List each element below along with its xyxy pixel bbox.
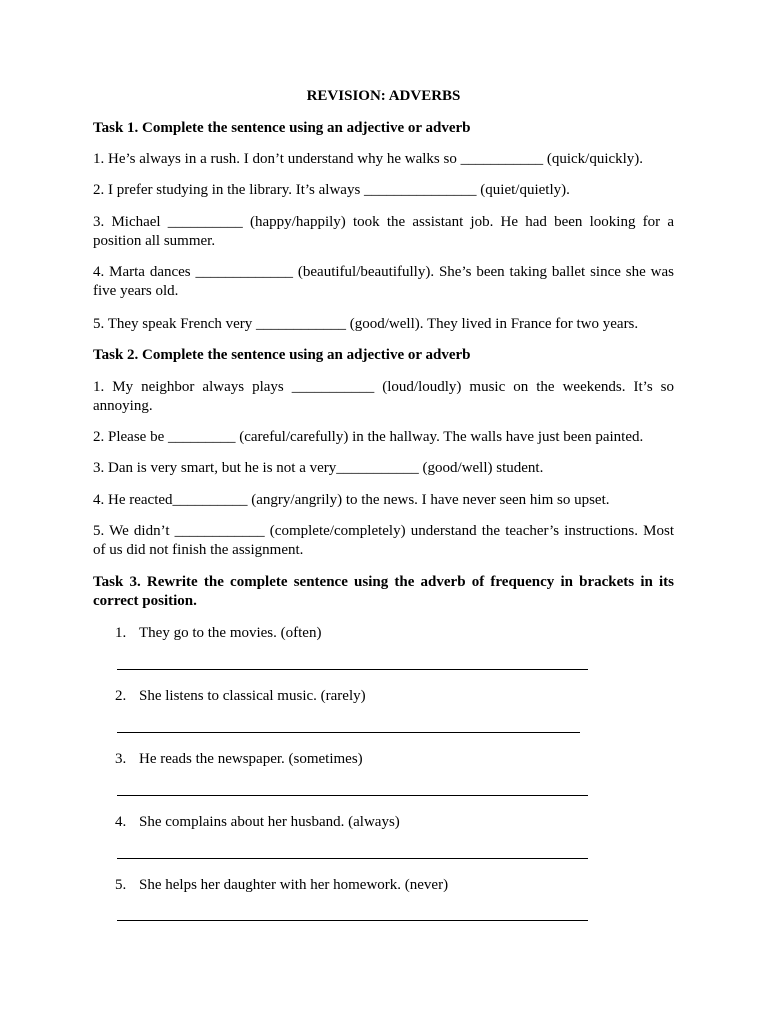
task3-item-5 bbox=[115, 876, 448, 895]
task1-item-1: 1. He’s always in a rush. I don’t understand why he walks so ___________ (quick/quickly). bbox=[93, 151, 644, 167]
item-text: They go to the movies. (often) bbox=[139, 625, 322, 641]
item-text: She complains about her husband. (always) bbox=[139, 814, 400, 830]
task1-item-3: 3. Michael __________ (happy/happily) took the assistant job. He had been looking for a position all summer. bbox=[93, 214, 674, 249]
task2-item-2: 2. Please be _________ (careful/carefully) in the hallway. The walls have just been painted. bbox=[93, 429, 644, 445]
task1-item-4: 4. Marta dances _____________ (beautiful/beautifully). She’s been taking ballet since she was five years old. bbox=[93, 264, 674, 299]
item-text: She listens to classical music. (rarely) bbox=[139, 688, 366, 704]
task2-item-3: 3. Dan is very smart, but he is not a very___________ (good/well) student. bbox=[93, 460, 544, 476]
task3-item-3 bbox=[115, 750, 363, 769]
item-number: 2. bbox=[115, 688, 127, 704]
item-number: 5. bbox=[115, 877, 127, 893]
answer-line-2[interactable] bbox=[117, 732, 580, 733]
answer-line-3[interactable] bbox=[117, 795, 588, 796]
page-title: REVISION: ADVERBS bbox=[306, 88, 461, 104]
task2-item-1: 1. My neighbor always plays ___________ (loud/loudly) music on the weekends. It’s so annoying. bbox=[93, 379, 674, 414]
answer-line-1[interactable] bbox=[117, 669, 588, 670]
item-number: 3. bbox=[115, 751, 127, 767]
item-text: He reads the newspaper. (sometimes) bbox=[139, 751, 363, 767]
item-number: 1. bbox=[115, 625, 127, 641]
answer-line-5[interactable] bbox=[117, 920, 588, 921]
task3-heading: Task 3. Rewrite the complete sentence using the adverb of frequency in brackets in its correct position. bbox=[93, 574, 674, 609]
task3-item-1 bbox=[115, 624, 321, 643]
task2-item-5: 5. We didn’t ____________ (complete/completely) understand the teacher’s instructions. Most of us did not finish the assignment. bbox=[93, 523, 674, 558]
item-text: She helps her daughter with her homework. (never) bbox=[139, 877, 449, 893]
item-number: 4. bbox=[115, 814, 127, 830]
task2-heading: Task 2. Complete the sentence using an adjective or adverb bbox=[93, 347, 471, 363]
task1-item-2: 2. I prefer studying in the library. It’s always _______________ (quiet/quietly). bbox=[93, 182, 570, 198]
task3-item-4 bbox=[115, 813, 400, 832]
task2-item-4: 4. He reacted__________ (angry/angrily) to the news. I have never seen him so upset. bbox=[93, 492, 610, 508]
answer-line-4[interactable] bbox=[117, 858, 588, 859]
task1-heading: Task 1. Complete the sentence using an adjective or adverb bbox=[93, 120, 471, 136]
task1-item-5: 5. They speak French very ____________ (good/well). They lived in France for two years. bbox=[93, 316, 639, 332]
task3-item-2 bbox=[115, 687, 366, 706]
